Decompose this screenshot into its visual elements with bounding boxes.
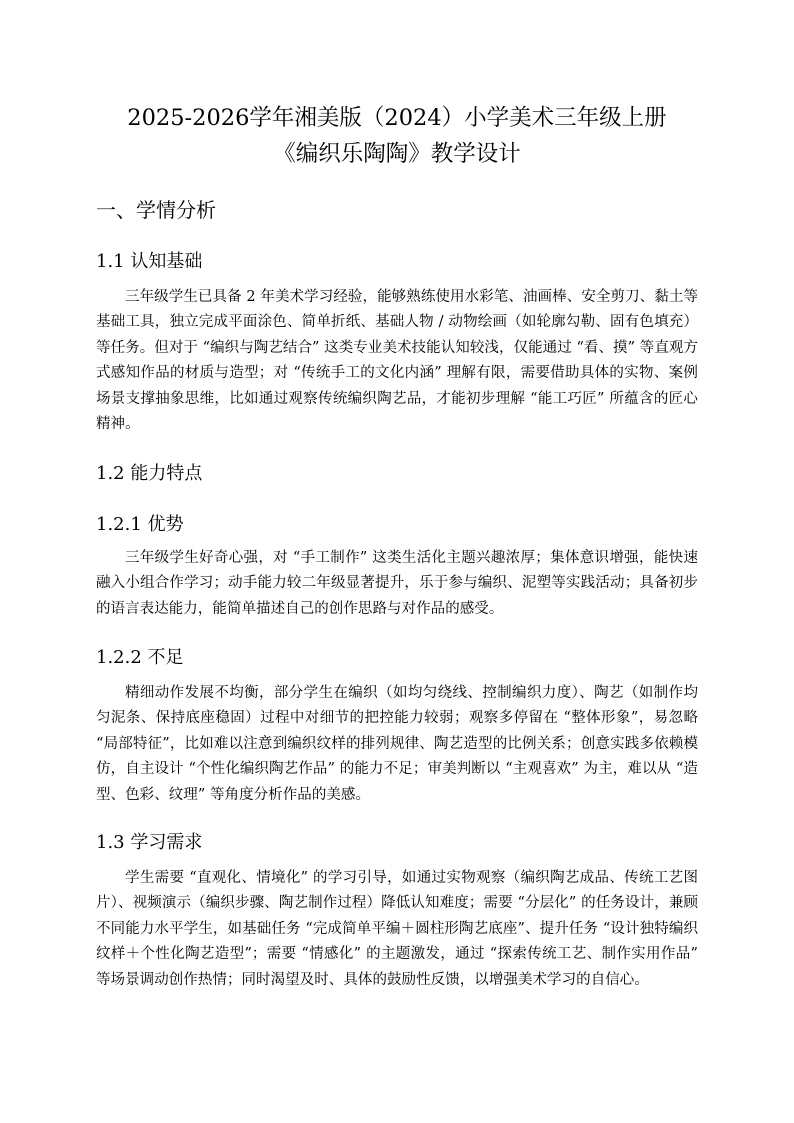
paragraph-cognition: 三年级学生已具备 2 年美术学习经验，能够熟练使用水彩笔、油画棒、安全剪刀、黏土等基础工具，独立完成平面涂色、简单折纸、基础人物 / 动物绘画（如轮廓勾勒、固有色填充）等任务。但对于 “编织与陶艺结合” 这类专业美术技能认知较浅，仅能通过 “看、摸” 等直观方式感知作品的材质与造型；对 “传统手工的文化内涵” 理解有限，需要借助具体的实物、案例场景支撑抽象思维，比如通过观察传统编织陶艺品，才能初步理解 “能工巧匠” 所蕴含的匠心精神。 [96,289,698,433]
subsection-heading-ability [96,461,202,487]
heading-text: 优势 [147,514,184,535]
heading-text: 能力特点 [130,463,203,484]
heading-number: 1.1 [96,251,125,272]
heading-text: 不足 [147,647,184,668]
heading-number: 1.3 [96,832,125,853]
paragraph-advantages: 三年级学生好奇心强，对 “手工制作” 这类生活化主题兴趣浓厚；集体意识增强，能快速融入小组合作学习；动手能力较二年级显著提升，乐于参与编织、泥塑等实践活动；具备初步的语言表达能力，能简单描述自己的创作思路与对作品的感受。 [96,550,698,617]
title-block [96,100,698,172]
paragraph-learning-needs: 学生需要 “直观化、情境化” 的学习引导，如通过实物观察（编织陶艺成品、传统工艺图片）、视频演示（编织步骤、陶艺制作过程）降低认知难度；需要 “分层化” 的任务设计，兼顾不同能力水平学生，如基础任务 “完成简单平编＋圆柱形陶艺底座”、提升任务 “设计独特编织纹样＋个性化陶艺造型”；需要 “情感化” 的主题激发，通过 “探索传统工艺、制作实用作品” 等场景调动创作热情；同时渴望及时、具体的鼓励性反馈，以增强美术学习的自信心。 [96,870,698,988]
heading-number: 1.2.2 [96,647,142,668]
heading-text: 学习需求 [130,832,203,853]
heading-text: 认知基础 [130,251,203,272]
heading-number: 1.2 [96,463,125,484]
section-heading-learning-analysis: 一、学情分析 [96,198,216,222]
document-title-line-2: 《编织乐陶陶》教学设计 [273,141,521,167]
heading-number: 1.2.1 [96,514,142,535]
subsection-heading-learning-needs [96,830,202,856]
subsubsection-heading-weaknesses [96,645,184,671]
document-title-line-1: 2025-2026学年湘美版（2024）小学美术三年级上册 [127,105,667,131]
paragraph-weaknesses: 精细动作发展不均衡，部分学生在编织（如均匀绕线、控制编织力度）、陶艺（如制作均匀泥条、保持底座稳固）过程中对细节的把控能力较弱；观察多停留在 “整体形象”，易忽略 “局部特征”，比如难以注意到编织纹样的排列规律、陶艺造型的比例关系；创意实践多依赖模仿，自主设计 “个性化编织陶艺作品” 的能力不足；审美判断以 “主观喜欢” 为主，难以从 “造型、色彩、纹理” 等角度分析作品的美感。 [96,685,698,803]
subsection-heading-cognition [96,249,202,275]
subsubsection-heading-advantages [96,512,184,538]
